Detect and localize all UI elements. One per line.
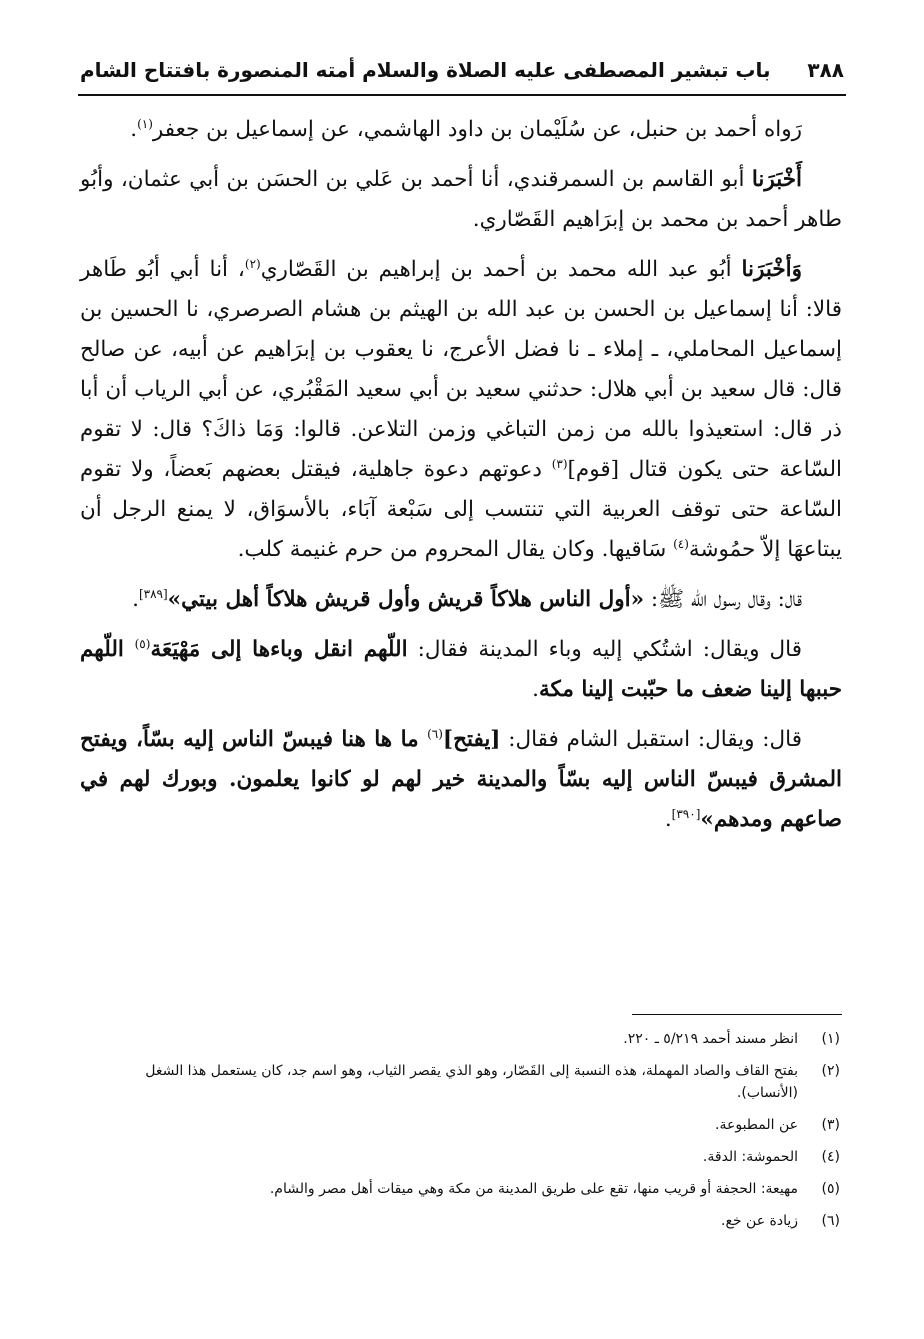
footnote-ref: (٢) <box>244 256 261 271</box>
punctuation: . <box>132 587 139 612</box>
footnote-item <box>88 1178 840 1200</box>
isnad-lead: وَأخْبَرَنا <box>741 257 802 282</box>
footnote-text: الحموشة: الدقة. <box>702 1149 798 1165</box>
paragraph-text: ، أنا أبي أبُو طَاهر قالا: أنا إسماعيل بن الحسن بن عبد الله بن الهيثم بن هشام الصرصري، نا الحسين بن إسماعيل المحاملي، ـ إملاء ـ نا فضل الأعرج، نا يعقوب بن إبرَاهيم عن أبيه، عن صالح قال: قال سعيد بن أبي هلال: حدثني سعيد بن أبي سعيد المَقْبُري، عن أبي الرياب أن أبا ذر قال: استعيذوا بالله من زمن التباغي وزمن التلاعن. قالوا: وَمَا ذاكَ؟ قال: لا تقوم السّاعة حتى يكون قتال [قوم] <box>80 257 842 482</box>
paragraph-2 <box>80 160 842 240</box>
paragraph-text: دعوتهم دعوة جاهلية، فيقتل بعضهم بَعضاً، ولا تقوم السّاعة حتى توقف العربية التي تنتسب إلى سَبْعة آبَاء، بالأسوَاق، لا يمنع الرجل أن يبتاعهَا إلاّ حمُوشة <box>80 457 842 562</box>
paragraph-text: قال ويقال: اشتُكي إليه وباء المدينة فقال: <box>407 637 802 662</box>
footnote-number: (١) <box>821 1031 840 1047</box>
footnote-number: (٥) <box>821 1181 840 1197</box>
footnote-item <box>88 1146 840 1168</box>
footnote-ref: (٦) <box>427 726 443 741</box>
paragraph-text: سَاقيها. وكان يقال المحروم من حرم غنيمة كلب. <box>237 537 674 562</box>
footnote-ref: (٤) <box>673 536 689 551</box>
paragraph-text: أبو القاسم بن السمرقندي، أنا أحمد بن عَلي بن الحسَن بن أبي عثمان، وأبُو طاهر أحمد بن محمد بن إبرَاهيم القَصّاري. <box>80 167 842 232</box>
footnote-text: انظر مسند أحمد ٥/٢١٩ ـ ٢٢٠. <box>623 1031 798 1047</box>
footnote-ref: (٣) <box>551 456 568 471</box>
paragraph-5 <box>80 630 842 710</box>
paragraph-4 <box>80 580 842 620</box>
main-text <box>80 110 842 850</box>
hadith-number: [٣٩٠] <box>671 806 701 821</box>
header-rule <box>78 94 846 96</box>
hadith-number: [٣٨٩] <box>138 586 168 601</box>
footnote-text: زيادة عن خع. <box>721 1213 798 1229</box>
footnotes <box>88 1028 840 1242</box>
footnote-text: عن المطبوعة. <box>715 1117 798 1133</box>
hadith-quote: اللّهم حببها إلينا ضعف ما حبّبت إلينا مكة <box>80 637 842 702</box>
footnote-number: (٢) <box>821 1063 840 1079</box>
hadith-quote: اللّهم انقل وباءها إلى مَهْيَعَة <box>150 637 408 662</box>
punctuation: . <box>532 677 540 702</box>
paragraph-text: قال: وقال رسول الله ﷺ: <box>644 587 802 612</box>
paragraph-text: رَواه أحمد بن حنبل، عن سُلَيْمان بن داود الهاشمي، عن إسماعيل بن جعفر <box>152 117 802 142</box>
isnad-lead: أَخْبَرَنا <box>751 167 802 192</box>
footnote-item <box>88 1060 840 1104</box>
hadith-quote: [يفتح] <box>442 727 501 752</box>
footnote-number: (٦) <box>821 1213 840 1229</box>
footnote-ref: (١) <box>137 116 153 131</box>
footnote-number: (٤) <box>821 1149 840 1165</box>
hadith-quote: ما ها هنا فيبسّ الناس إليه بسّاً، ويفتح المشرق فيبسّ الناس إليه بسّاً والمدينة خير لهم لو كانوا يعلمون. وبورك لهم في صاعهم ومدهم» <box>80 727 842 832</box>
footnote-item <box>88 1210 840 1232</box>
page-number: ٣٨٨ <box>807 58 844 82</box>
punctuation: . <box>130 117 138 142</box>
footnote-text: مهيعة: الحجفة أو قريب منها، تقع على طريق المدينة من مكة وهي ميقات أهل مصر والشام. <box>269 1181 798 1197</box>
paragraph-1 <box>80 110 842 150</box>
footnote-item <box>88 1114 840 1136</box>
paragraph-text: أبُو عبد الله محمد بن أحمد بن إبراهيم بن القَصّاري <box>260 257 742 282</box>
hadith-quote: «أول الناس هلاكاً قريش وأول قريش هلاكاً أهل بيتي» <box>167 587 645 612</box>
paragraph-3 <box>80 250 842 570</box>
chapter-title: باب تبشير المصطفى عليه الصلاة والسلام أمته المنصورة بافتتاح الشام <box>80 58 771 82</box>
footnote-ref: (٥) <box>134 636 151 651</box>
footnote-text: بفتح القاف والصاد المهملة، هذه النسبة إلى القَصّار، وهو الذي يقصر الثياب، وهو اسم جد، كان يستعمل هذا الشغل (الأنساب). <box>145 1063 798 1101</box>
footnote-number: (٣) <box>821 1117 840 1133</box>
punctuation: . <box>664 807 672 832</box>
paragraph-text: قال: ويقال: استقبل الشام فقال: <box>500 727 802 752</box>
running-header <box>80 50 844 90</box>
footnote-separator <box>632 1014 842 1015</box>
paragraph-6 <box>80 720 842 840</box>
footnote-item <box>88 1028 840 1050</box>
